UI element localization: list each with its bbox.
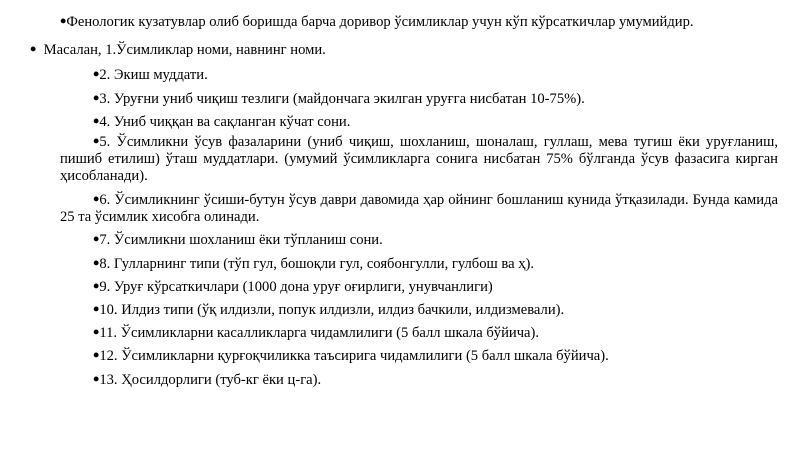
paragraph-item-11 xyxy=(93,322,783,342)
bullet-icon: • xyxy=(93,111,100,131)
bullet-icon: • xyxy=(93,131,100,151)
paragraph-item-4 xyxy=(93,111,783,131)
bullet-icon: • xyxy=(93,369,100,389)
paragraph-item-7 xyxy=(93,229,783,249)
paragraph-text: 13. Ҳосилдорлиги (туб-кг ёки ц-га). xyxy=(99,372,322,388)
paragraph-text: 9. Уруғ кўрсаткичлари (1000 дона уруғ оғирлиги, унувчанлиги) xyxy=(99,279,493,295)
paragraph-intro xyxy=(60,11,790,31)
bullet-icon: • xyxy=(93,64,100,84)
bullet-icon: • xyxy=(30,39,37,59)
bullet-icon: • xyxy=(93,189,100,209)
bullet-icon: • xyxy=(93,253,100,273)
paragraph-text: 2. Экиш муддати. xyxy=(99,67,208,83)
paragraph-text: 12. Ўсимликларни қурғоқчиликка таъсирига чидамлилиги (5 балл шкала бўйича). xyxy=(99,348,609,364)
paragraph-text: 8. Гулларнинг типи (тўп гул, бошоқли гул, соябонгулли, гулбош ва ҳ). xyxy=(99,256,535,272)
paragraph-item-13 xyxy=(93,369,783,389)
paragraph-text: 6. Ўсимликнинг ўсиши-бутун ўсув даври давомида ҳар ойнинг бошланиш кунида ўтқазилади. Бунда камида 25 та ўсимлик хисобга олинади. xyxy=(60,192,778,226)
paragraph-text: 5. Ўсимликни ўсув фазаларини (униб чиқиш, шохланиш, шоналаш, гуллаш, мева тугиш ёки уруғланиш, пишиб етилиш) ўташ муддатлари. (умумий ўсимликларга сонига нисбатан 75% бўлганда ўсув фазасига киргaн ҳисобланади). xyxy=(60,134,778,185)
bullet-icon: • xyxy=(93,88,100,108)
bullet-icon: • xyxy=(60,11,67,31)
paragraph-item-1 xyxy=(30,39,790,59)
bullet-icon: • xyxy=(93,276,100,296)
paragraph-item-6 xyxy=(60,189,778,226)
bullet-icon: • xyxy=(93,322,100,342)
paragraph-item-3 xyxy=(93,88,783,108)
paragraph-text: Масалан, 1.Ўсимликлар номи, навнинг номи. xyxy=(43,42,326,58)
paragraph-text: 7. Ўсимликни шохланиш ёки тўпланиш сони. xyxy=(99,232,383,248)
paragraph-item-12 xyxy=(93,345,783,365)
paragraph-item-5 xyxy=(60,131,778,186)
bullet-icon: • xyxy=(93,345,100,365)
paragraph-text: 11. Ўсимликларни касалликларга чидамлилиги (5 балл шкала бўйича). xyxy=(99,325,540,341)
bullet-icon: • xyxy=(93,229,100,249)
paragraph-text: 4. Униб чиққан ва сақланган кўчат сони. xyxy=(99,114,351,130)
paragraph-text: Фенологик кузатувлар олиб боришда барча доривор ўсимликлар учун кўп кўрсаткичлар умумийдир. xyxy=(66,14,694,30)
paragraph-item-10 xyxy=(93,299,783,319)
paragraph-item-2 xyxy=(93,64,783,84)
paragraph-text: 10. Илдиз типи (ўқ илдизли, попук илдизли, илдиз бачкили, илдизмевали). xyxy=(99,302,565,318)
paragraph-text: 3. Уруғни униб чиқиш тезлиги (майдончага экилган уруғга нисбатан 10-75%). xyxy=(99,91,585,107)
paragraph-item-8 xyxy=(93,253,783,273)
bullet-icon: • xyxy=(93,299,100,319)
paragraph-item-9 xyxy=(93,276,783,296)
